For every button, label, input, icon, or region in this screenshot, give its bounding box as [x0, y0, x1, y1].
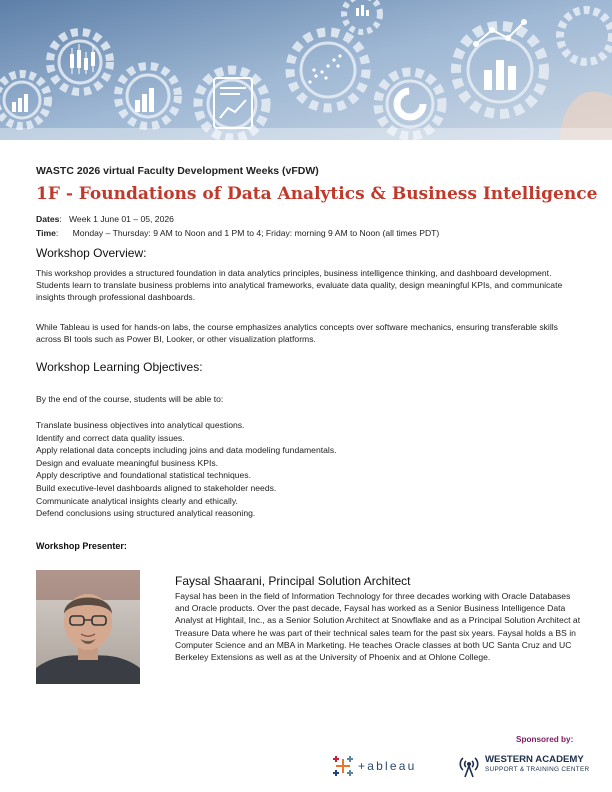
list-item: Defend conclusions using structured analytical reasoning. — [36, 508, 256, 519]
western-academy-subtitle: SUPPORT & TRAINING CENTER — [485, 766, 590, 773]
time-colon: : — [55, 228, 73, 238]
sponsored-by-label: Sponsored by: — [516, 735, 574, 744]
org-line: WASTC 2026 virtual Faculty Development Weeks (vFDW) — [36, 165, 319, 177]
western-academy-text — [485, 755, 589, 775]
objectives-heading: Workshop Learning Objectives: — [36, 360, 203, 374]
overview-heading: Workshop Overview: — [36, 246, 147, 260]
page-title: 1F - Foundations of Data Analytics & Business Intelligence — [36, 184, 598, 204]
western-academy-logo — [458, 752, 589, 778]
objectives-intro: By the end of the course, students will be able to: — [36, 394, 224, 404]
dates-colon: : — [59, 214, 69, 224]
presenter-label: Workshop Presenter: — [36, 541, 127, 551]
list-item: Design and evaluate meaningful business KPIs. — [36, 457, 219, 468]
header-banner — [0, 0, 612, 140]
dates-label: Dates — [36, 214, 60, 224]
list-item: Communicate analytical insights clearly and ethically. — [36, 495, 238, 506]
dates-value: Week 1 June 01 – 05, 2026 — [68, 214, 174, 224]
time-label: Time — [36, 228, 56, 238]
tableau-logo — [332, 756, 416, 776]
list-item: Apply relational data concepts including joins and data modeling fundamentals. — [36, 445, 337, 456]
list-item: Build executive-level dashboards aligned to stakeholder needs. — [36, 482, 277, 493]
list-item: Apply descriptive and foundational statistical techniques. — [36, 470, 251, 481]
tableau-wordmark: +ableau — [358, 759, 417, 773]
presenter-bio: Faysal has been in the field of Information Technology for three decades working with Oracle Databases and Oracle products. Over the past decade, Faysal has worked as a Senior Business Intelligence Data Analyst at Hightail, Inc., as a Senior Solution Architect at Snowflake and as a Principal Solution Architect at Treasure Data where he was part of their technical sales team for the past six years. Faysal holds a BS in Computer Science and an MBA in Marketing. He teaches Oracle classes at both UC Santa Cruz and UC Berkeley Extensions as well as at the University of Phoenix and at Ohlone College. — [175, 591, 581, 663]
overview-paragraph-1: This workshop provides a structured foundation in data analytics principles, business intelligence thinking, and dashboard development. Students learn to translate business problems into analytical frameworks, evaluate data quality, design meaningful KPIs, and communicate insights through professional dashboards. — [36, 268, 563, 303]
list-item: Identify and correct data quality issues. — [36, 432, 185, 443]
list-item: Translate business objectives into analytical questions. — [36, 420, 245, 430]
tableau-cross-icon — [332, 755, 354, 777]
broadcast-tower-icon — [458, 752, 480, 778]
dates-line — [36, 214, 174, 224]
presenter-photo — [36, 570, 140, 684]
western-academy-name: WESTERN ACADEMY — [485, 754, 584, 765]
overview-paragraph-2: While Tableau is used for hands-on labs, the course emphasizes analytics concepts over software mechanics, ensuring transferable skills across BI tools such as Power BI, Looker, or other visualization platforms. — [36, 322, 558, 345]
objectives-list — [36, 419, 337, 520]
presenter-name: Faysal Shaarani, Principal Solution Architect — [175, 574, 411, 588]
time-value: Monday – Thursday: 9 AM to Noon and 1 PM to 4; Friday: morning 9 AM to Noon (all times PDT) — [72, 228, 440, 238]
banner-illustration — [0, 0, 612, 140]
time-line — [36, 228, 439, 238]
